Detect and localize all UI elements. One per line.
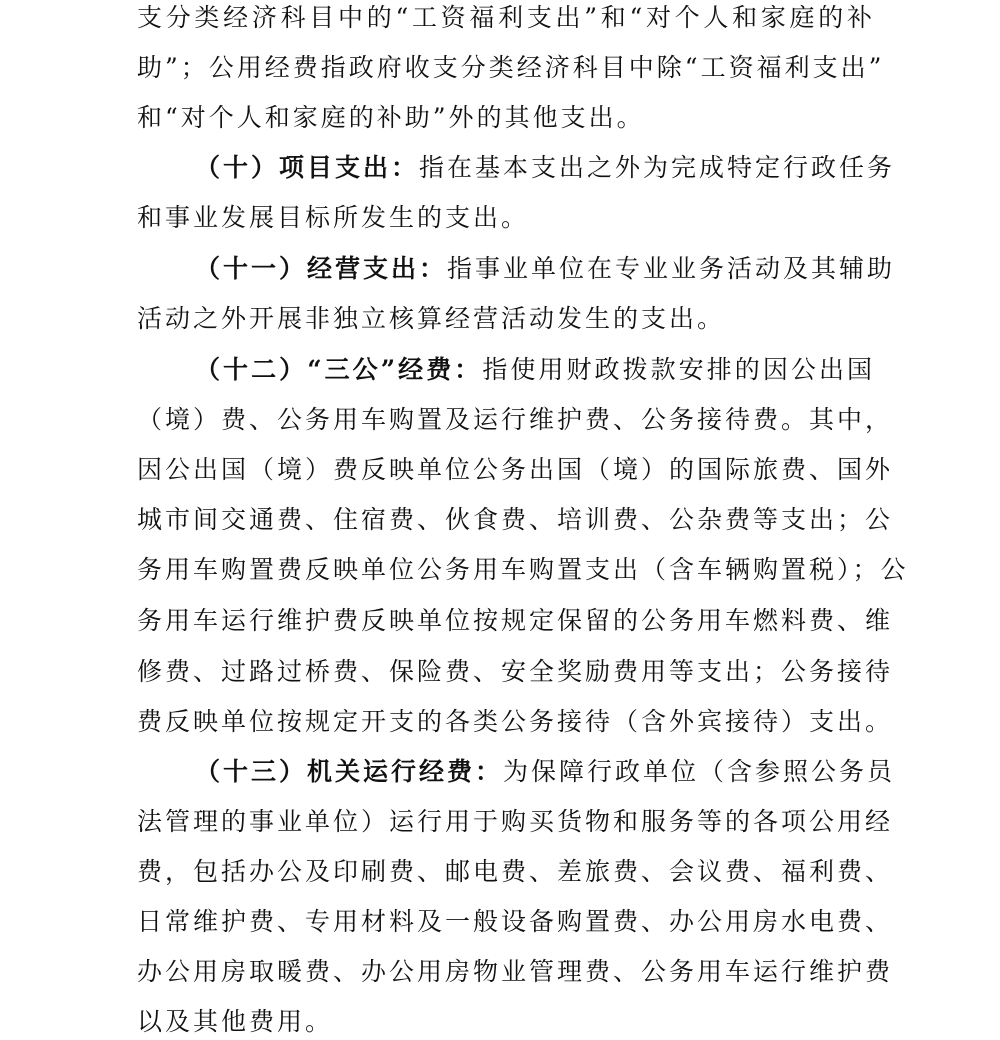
text-line: 费反映单位按规定开支的各类公务接待（含外宾接待）支出。: [137, 707, 894, 736]
text-line: 支分类经济科目中的“工资福利支出”和“对个人和家庭的补: [137, 3, 875, 32]
section-heading: （十三）机关运行经费：: [195, 757, 504, 786]
text-line: 城市间交通费、住宿费、伙食费、培训费、公杂费等支出；公: [137, 505, 894, 534]
section-text: 指事业单位在专业业务活动及其辅助: [447, 254, 896, 283]
text-line: 务用车购置费反映单位公务用车购置支出（含车辆购置税）；公: [137, 555, 909, 584]
text-line: 和“对个人和家庭的补助”外的其他支出。: [137, 103, 645, 132]
section-heading: （十二）“三公”经费：: [195, 355, 483, 384]
text-line: 费，包括办公及印刷费、邮电费、差旅费、会议费、福利费、: [137, 857, 894, 886]
section-text: 为保障行政单位（含参照公务员: [503, 757, 896, 786]
text-line: 助”；公用经费指政府收支分类经济科目中除“工资福利支出”: [137, 53, 885, 82]
section-heading: （十）项目支出：: [195, 153, 420, 182]
section-text: 指在基本支出之外为完成特定行政任务: [419, 153, 896, 182]
text-line: 办公用房取暖费、办公用房物业管理费、公务用车运行维护费: [137, 957, 894, 986]
text-line: （境）费、公务用车购置及运行维护费、公务接待费。其中，: [137, 405, 894, 434]
section-12-first-line: [195, 353, 875, 387]
section-heading: （十一）经营支出：: [195, 254, 448, 283]
text-line: 法管理的事业单位）运行用于购买货物和服务等的各项公用经: [137, 807, 894, 836]
text-line: 因公出国（境）费反映单位公务出国（境）的国际旅费、国外: [137, 455, 894, 484]
section-11-first-line: [195, 252, 896, 286]
section-text: 指使用财政拨款安排的因公出国: [482, 355, 875, 384]
text-line: 务用车运行维护费反映单位按规定保留的公务用车燃料费、维: [137, 606, 894, 635]
text-line: 活动之外开展非独立核算经营活动发生的支出。: [137, 304, 726, 333]
text-line: 以及其他费用。: [137, 1007, 334, 1036]
section-13-first-line: [195, 755, 896, 789]
text-line: 和事业发展目标所发生的支出。: [137, 203, 530, 232]
section-10-first-line: [195, 151, 896, 185]
text-line: 修费、过路过桥费、保险费、安全奖励费用等支出；公务接待: [137, 657, 894, 686]
text-line: 日常维护费、专用材料及一般设备购置费、办公用房水电费、: [137, 907, 894, 936]
